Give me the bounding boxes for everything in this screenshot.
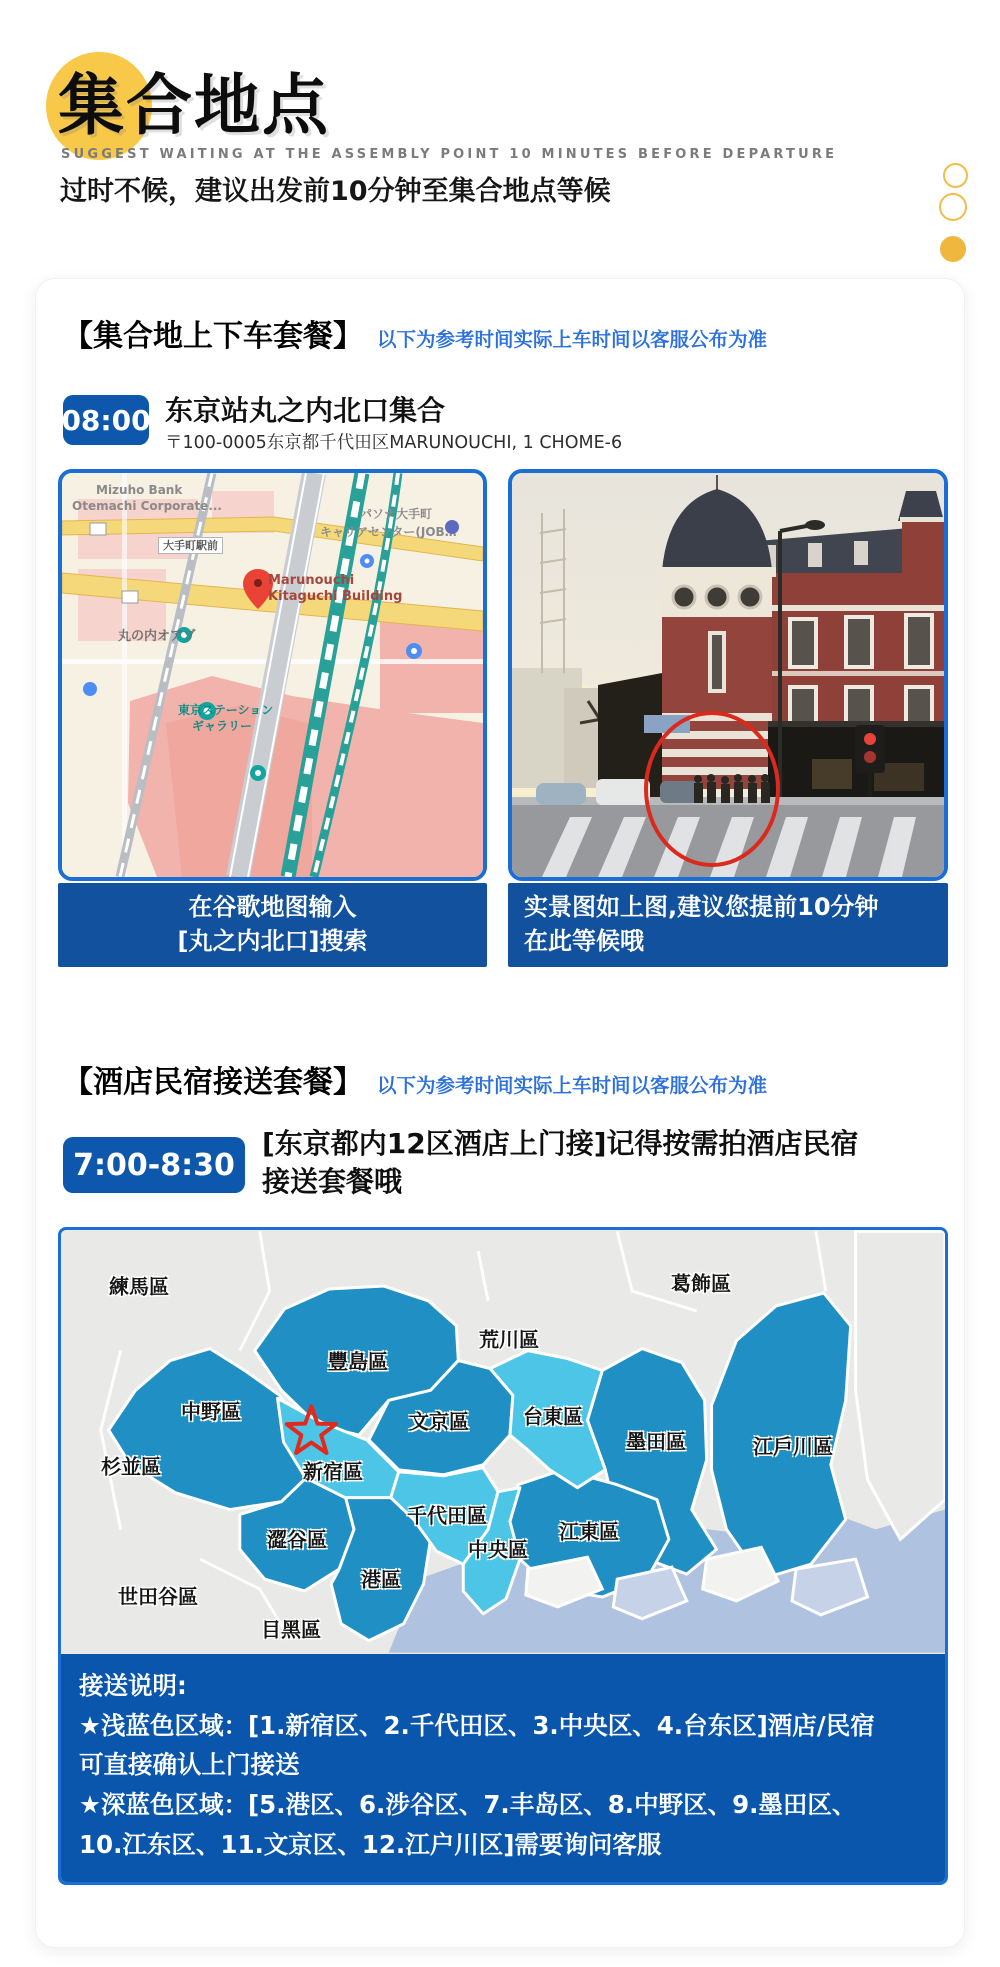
district-labels-item: 目黑區 xyxy=(261,1617,321,1642)
district-labels-item: 杉並區 xyxy=(101,1454,161,1479)
google-map-image xyxy=(58,469,487,881)
gmap-labels-item: Otemachi Corporate... xyxy=(72,499,222,513)
hotel-section-note: 以下为参考时间实际上车时间以客服公布为准 xyxy=(377,1074,768,1097)
pickup-time-badge: 08:00 xyxy=(63,395,149,445)
pickup-section-header xyxy=(63,311,767,355)
district-labels-item: 練馬區 xyxy=(109,1274,169,1299)
photo-caption-line2: 在此等候哦 xyxy=(524,927,644,955)
district-map-figure xyxy=(58,1227,948,1885)
subtitle-cn: 过时不候，建议出发前10分钟至集合地点等候 xyxy=(60,176,611,207)
shuttle-note-line2: 可直接确认上门接送 xyxy=(79,1750,300,1780)
gmap-labels-item: Kitaguchi Building xyxy=(268,589,403,604)
photo-caption-line1: 实景图如上图,建议您提前10分钟 xyxy=(524,893,879,922)
pickup-section-title: 【集合地上下车套餐】 xyxy=(63,319,363,354)
district-labels-item: 江東區 xyxy=(559,1519,619,1544)
district-labels-item: 台東區 xyxy=(523,1404,583,1429)
gmap-labels-item: ギャラリー xyxy=(192,719,253,733)
hotel-desc-line1: [东京都内12区酒店上门接]记得按需拍酒店民宿 xyxy=(262,1127,859,1160)
google-map-labels xyxy=(62,473,483,877)
hotel-section-header xyxy=(63,1057,767,1101)
info-card xyxy=(35,278,965,1948)
district-labels xyxy=(61,1230,945,1654)
hotel-time-badge: 7:00-8:30 xyxy=(63,1137,245,1193)
map-caption-bar xyxy=(58,883,487,967)
subtitle-en: SUGGEST WAITING AT THE ASSEMBLY POINT 10 MINUTES BEFORE DEPARTURE xyxy=(61,147,838,162)
district-labels-item: 葛飾區 xyxy=(671,1271,731,1296)
decor-ring-icon xyxy=(939,193,967,221)
district-labels-item: 世田谷區 xyxy=(118,1584,198,1609)
shuttle-note-line4: 10.江东区、11.文京区、12.江户川区]需要询问客服 xyxy=(79,1829,662,1859)
figures-row xyxy=(58,469,948,967)
shuttle-notes-block xyxy=(61,1654,945,1882)
district-labels-item: 港區 xyxy=(361,1567,401,1592)
pickup-section-note: 以下为参考时间实际上车时间以客服公布为准 xyxy=(377,328,768,351)
station-photo-art xyxy=(512,473,944,877)
page-title: 集合地点 xyxy=(58,67,330,144)
photo-caption-bar xyxy=(508,883,948,967)
station-photo-image xyxy=(508,469,948,881)
district-labels-item: 新宿區 xyxy=(303,1459,363,1484)
shuttle-note-line1: ★浅蓝色区域：[1.新宿区、2.千代田区、3.中央区、4.台东区]酒店/民宿 xyxy=(79,1710,875,1740)
hotel-desc-line2: 接送套餐哦 xyxy=(262,1164,403,1198)
map-caption-line2: [丸之内北口]搜索 xyxy=(177,927,368,955)
district-labels-item: 文京區 xyxy=(409,1409,469,1434)
gmap-labels-item: キャリアセンター(JOB… xyxy=(320,525,457,539)
map-caption-line1: 在谷歌地图输入 xyxy=(188,893,357,922)
hotel-desc xyxy=(262,1125,859,1200)
district-labels-item: 江戶川區 xyxy=(753,1434,833,1459)
gmap-labels-item: 大手町駅前 xyxy=(158,537,223,554)
decor-dot-icon xyxy=(940,236,966,262)
gmap-labels-item: パソナ大手町 xyxy=(360,507,433,521)
district-labels-item: 澀谷區 xyxy=(267,1527,327,1552)
decor-ring-icon xyxy=(943,163,968,188)
hotel-section-title: 【酒店民宿接送套餐】 xyxy=(63,1065,363,1100)
district-labels-item: 荒川區 xyxy=(479,1327,539,1352)
district-labels-item: 墨田區 xyxy=(626,1429,686,1454)
gmap-labels-item: 丸の内オアゾ xyxy=(118,629,196,644)
district-labels-item: 中央區 xyxy=(468,1537,528,1562)
station-photo-figure xyxy=(508,469,948,967)
stop-address: 〒100-0005东京都千代田区MARUNOUCHI, 1 CHOME-6 xyxy=(165,433,623,453)
district-labels-item: 中野區 xyxy=(181,1399,241,1424)
shuttle-note-title: 接送说明: xyxy=(79,1671,187,1700)
gmap-labels-item: Mizuho Bank xyxy=(96,483,183,497)
shuttle-note-line3: ★深蓝色区域：[5.港区、6.涉谷区、7.丰岛区、8.中野区、9.墨田区、 xyxy=(79,1790,857,1820)
gmap-labels-item: 東京ステーション xyxy=(178,703,274,717)
stop-name: 东京站丸之内北口集合 xyxy=(165,394,446,427)
district-map xyxy=(61,1230,945,1654)
district-labels-item: 千代田區 xyxy=(407,1503,487,1528)
gmap-labels-item: Marunouchi xyxy=(268,573,355,588)
google-map-figure xyxy=(58,469,487,967)
district-labels-item: 豐島區 xyxy=(328,1349,388,1374)
